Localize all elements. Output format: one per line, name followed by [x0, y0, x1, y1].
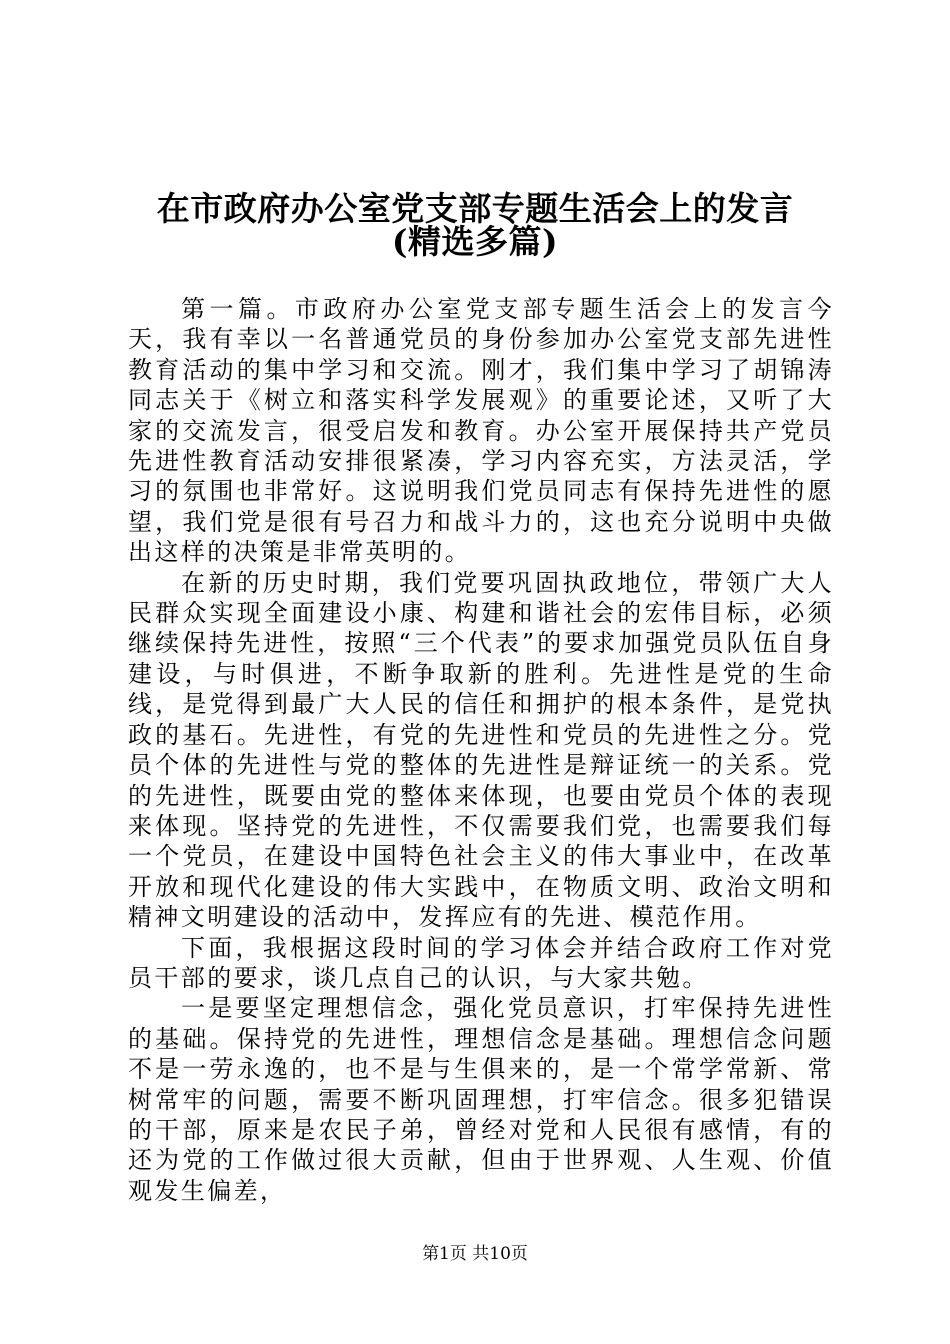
paragraph: 在新的历史时期，我们党要巩固执政地位，带领广大人民群众实现全面建设小康、构建和谐社会的宏伟目标，必须继续保持先进性，按照“三个代表”的要求加强党员队伍自身建设，与时俱进，不断争取新的胜利。先进性是党的生命线，是党得到最广大人民的信任和拥护的根本条件，是党执政的基石。先进性，有党的先进性和党员的先进性之分。党员个体的先进性与党的整体的先进性是辩证统一的关系。党的先进性，既要由党的整体来体现，也要由党员个体的表现来体现。坚持党的先进性，不仅需要我们党，也需要我们每一个党员，在建设中国特色社会主义的伟大事业中，在改革开放和现代化建设的伟大实践中，在物质文明、政治文明和精神文明建设的活动中，发挥应有的先进、模范作用。: [128, 568, 834, 932]
document-subtitle: (精选多篇): [391, 222, 559, 261]
document-title: 在市政府办公室党支部专题生活会上的发言: [156, 189, 794, 228]
paragraph: 下面，我根据这段时间的学习体会并结合政府工作对党员干部的要求，谈几点自己的认识，与大家共勉。: [128, 933, 834, 992]
page-footer: 第1页 共10页: [422, 1244, 528, 1264]
paragraph: 一是要坚定理想信念，强化党员意识，打牢保持先进性的基础。保持党的先进性，理想信念是基础。理想信念问题不是一劳永逸的，也不是与生俱来的，是一个常学常新、常树常牢的问题，需要不断巩固理想，打牢信念。很多犯错误的干部，原来是农民子弟，曾经对党和人民很有感情，有的还为党的工作做过很大贡献，但由于世界观、人生观、价值观发生偏差，: [128, 994, 834, 1205]
paragraph: 第一篇。市政府办公室党支部专题生活会上的发言今天，我有幸以一名普通党员的身份参加办公室党支部先进性教育活动的集中学习和交流。刚才，我们集中学习了胡锦涛同志关于《树立和落实科学发展观》的重要论述，又听了大家的交流发言，很受启发和教育。办公室开展保持共产党员先进性教育活动安排很紧凑，学习内容充实，方法灵活，学习的氛围也非常好。这说明我们党员同志有保持先进性的愿望，我们党是很有号召力和战斗力的，这也充分说明中央做出这样的决策是非常英明的。: [128, 295, 834, 567]
document-body: [128, 294, 834, 1206]
